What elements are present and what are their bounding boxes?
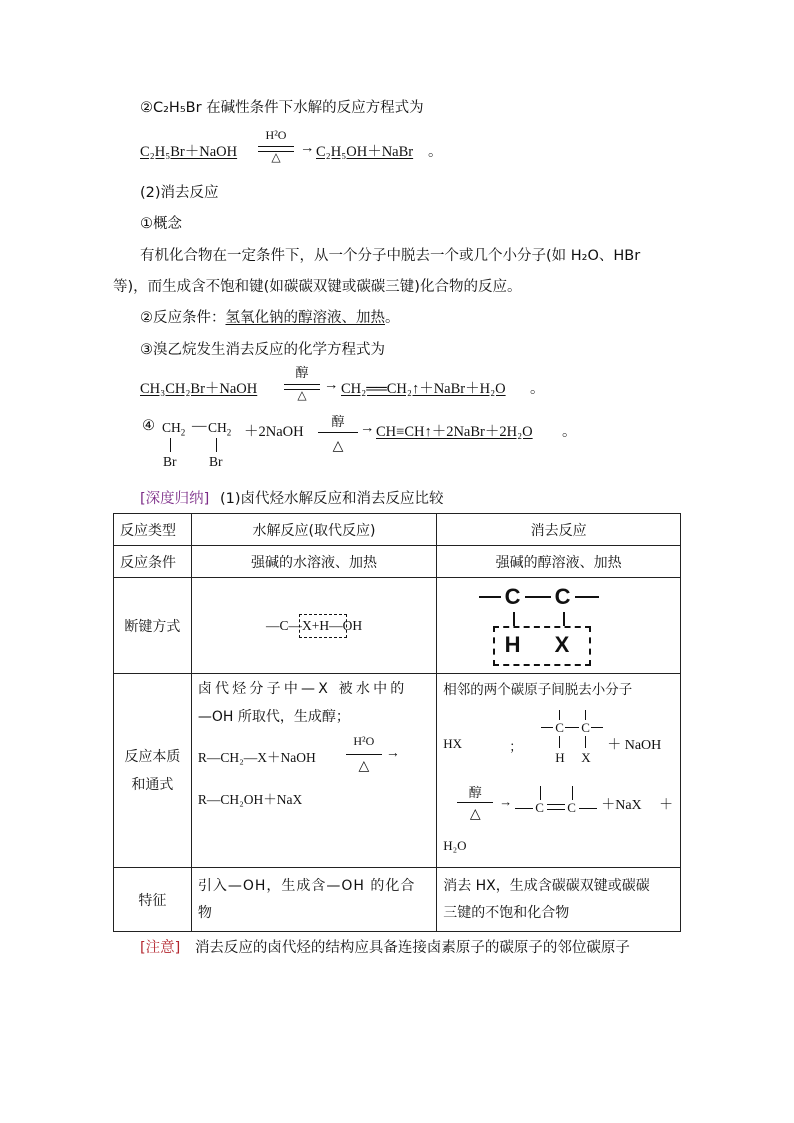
eq3-br1: Br (163, 454, 177, 469)
subheading-concept: ①概念 (140, 216, 182, 232)
label-feature: 特征 (114, 868, 192, 932)
eq3-carbon1 (162, 420, 185, 438)
elim-eq-bottom: △ (469, 807, 481, 822)
hyd-essence-box (198, 674, 430, 864)
hyd-eq-arrow: → (385, 746, 400, 761)
note-tag: [注意] (140, 940, 181, 956)
eq3-c1-sub: 2 (180, 427, 186, 438)
table-row-essence (114, 674, 681, 868)
hyd-eq-right: R—CH₂OH＋NaX (197, 792, 303, 807)
elim-up2 (585, 710, 586, 720)
eq3-bond-down2 (216, 438, 217, 452)
hydrolysis-bond-box (299, 614, 347, 638)
table-row-conditions (114, 546, 681, 578)
eq3-number: ④ (142, 418, 155, 434)
elim-feature-line2: 三键的不饱和化合物 (443, 904, 570, 921)
elim-bond-h: H (504, 631, 521, 657)
elim-feature-line1: 消去 HX，生成含碳碳双键或碳碳 (443, 877, 650, 894)
condition-value: 氢氧化钠的醇溶液、加热 (225, 310, 385, 326)
concept-text-line1: 有机化合物在一定条件下，从一个分子中脱去一个或几个小分子(如 H₂O、HBr (140, 248, 641, 264)
condition-text (140, 306, 400, 327)
eq2-condition-bottom: △ (297, 388, 307, 402)
eq3-bond-down1 (170, 438, 171, 452)
concept-text-line2: 等)，而生成含不饱和键(如碳碳双键或碳碳三键)化合物的反应。 (113, 279, 522, 295)
hydrolysis-essence (191, 674, 436, 868)
hyd-eq-line (346, 754, 382, 755)
eq3-arrow: → (360, 420, 375, 436)
elim-down1 (559, 736, 560, 748)
header-elimination: 消去反应 (437, 514, 681, 546)
elim-essence-box (443, 674, 674, 864)
eq3-right: CH≡CH↑＋2NaBr＋2H₂O (376, 424, 533, 440)
eq1-left: C₂H₅Br＋NaOH (140, 144, 238, 160)
elim-bond-right-stub (575, 596, 599, 598)
hyd-feature-line1: 引入—OH，生成含—OH 的化合 (197, 877, 416, 894)
elim-essence-line1: 相邻的两个碳原子间脱去小分子 (443, 682, 633, 698)
hydrolysis-intro: ②C₂H₅Br 在碱性条件下水解的反应方程式为 (140, 100, 424, 116)
eq2-end: 。 (530, 381, 545, 397)
elim-hx: HX (443, 736, 462, 751)
elim-c2: C (581, 720, 590, 735)
hydrolysis-conditions: 强碱的水溶液、加热 (191, 546, 436, 578)
hydrolysis-bond-formula (262, 616, 366, 636)
condition-end: 。 (385, 310, 400, 326)
elim-prod-up2 (572, 786, 573, 800)
summary-heading (140, 487, 443, 508)
elimination-bond-diagram (437, 578, 681, 674)
elim-bond-c1: C (504, 583, 521, 609)
elim-stub-left (541, 727, 553, 728)
elim-cc (565, 727, 579, 728)
elimination-conditions: 强碱的醇溶液、加热 (437, 546, 681, 578)
elim-c1: C (555, 720, 564, 735)
eq1-arrow: → (300, 140, 315, 156)
elim-prod-rest: ＋NaX ＋ (601, 798, 674, 813)
elim-eq-arrow: → (499, 794, 513, 809)
table-row-bond-breaking (114, 578, 681, 674)
section-heading-elimination: (2)消去反应 (140, 185, 219, 201)
note-text: 消去反应的卤代烃的结构应具备连接卤素原子的碳原子的邻位碳原子 (194, 940, 630, 956)
table-header-row (114, 514, 681, 546)
label-bond-breaking: 断键方式 (114, 578, 192, 674)
elim-prod-double-bond (547, 804, 565, 810)
elim-bond-x: X (554, 631, 570, 657)
elimination-essence (437, 674, 681, 868)
elim-h: H (555, 750, 565, 765)
hyd-essence-line1: 卤代烃分子中—X 被水中的 (197, 681, 408, 697)
hyd-eq-top: H²O (353, 734, 375, 748)
label-essence (114, 674, 192, 868)
elim-prod-c2: C (567, 800, 576, 815)
eq3-br2: Br (209, 454, 223, 469)
eq3-condition-top: 醇 (331, 415, 345, 430)
label-essence-line2: 和通式 (131, 776, 174, 793)
hydrolysis-feature (191, 868, 436, 932)
eq3-reagent: ＋2NaOH (244, 424, 304, 440)
eq2-condition-top: 醇 (295, 366, 309, 381)
elim-reagent: ＋ NaOH (607, 738, 662, 753)
hyd-eq-left: R—CH₂—X＋NaOH (197, 750, 316, 765)
eq3-condition-bottom: △ (332, 439, 344, 454)
summary-title: (1)卤代烃水解反应和消去反应比较 (219, 491, 444, 507)
header-reaction-type: 反应类型 (114, 514, 192, 546)
eq3-line (318, 432, 358, 433)
eq2-right: CH₂══CH₂↑＋NaBr＋H₂O (341, 381, 506, 397)
eq2-left: CH₃CH₂Br＋NaOH (140, 381, 258, 397)
elim-bond-cc (525, 596, 551, 598)
elim-bond-down1 (513, 612, 515, 626)
eq3-bond: — (192, 418, 207, 434)
eq3-c1-text: CH (162, 420, 181, 435)
elim-prod-stub-right (579, 808, 597, 809)
elim-bond-left-stub (479, 596, 501, 598)
eq1-condition-bottom: △ (271, 150, 281, 164)
eq3-c2-sub: 2 (226, 427, 232, 438)
elim-semicolon: ； (509, 739, 523, 754)
hydrolysis-bond-diagram (191, 578, 436, 674)
elim-up1 (559, 710, 560, 720)
condition-prefix: ②反应条件： (140, 310, 226, 326)
elim-bond-structure (479, 582, 639, 670)
elim-h2o: H₂O (443, 838, 467, 853)
elim-bond-down2 (563, 612, 565, 626)
summary-tag: [深度归纳] (140, 491, 210, 507)
elim-prod-c1: C (535, 800, 544, 815)
header-hydrolysis: 水解反应(取代反应) (191, 514, 436, 546)
comparison-table (113, 513, 681, 932)
bromoethane-intro: ③溴乙烷发生消去反应的化学方程式为 (140, 342, 385, 358)
note (140, 936, 630, 957)
elim-eq-line (457, 802, 493, 803)
eq1-condition-top: H²O (265, 128, 287, 142)
table-row-feature (114, 868, 681, 932)
elim-bond-c2: C (554, 583, 571, 609)
elimination-feature (437, 868, 681, 932)
hydrolysis-bond-text: —C—X+H—OH (265, 617, 363, 633)
hyd-eq-bottom: △ (358, 759, 370, 774)
hyd-feature-line2: 物 (197, 904, 212, 921)
elim-prod-stub-left (515, 808, 533, 809)
label-essence-line1: 反应本质 (124, 748, 181, 765)
elim-eq-top: 醇 (468, 786, 482, 801)
elim-down2 (585, 736, 586, 748)
elim-stub-right (591, 727, 603, 728)
label-conditions: 反应条件 (114, 546, 192, 578)
eq3-c2-text: CH (208, 420, 227, 435)
eq3-end: 。 (562, 424, 577, 440)
eq1-end: 。 (428, 144, 443, 160)
eq3-carbon2 (208, 420, 231, 438)
elim-prod-up1 (540, 786, 541, 800)
eq1-right: C₂H₅OH＋NaBr (316, 144, 414, 160)
elim-x: X (581, 750, 591, 765)
hyd-essence-line2: —OH 所取代，生成醇； (197, 709, 350, 725)
eq2-arrow: → (324, 377, 339, 393)
